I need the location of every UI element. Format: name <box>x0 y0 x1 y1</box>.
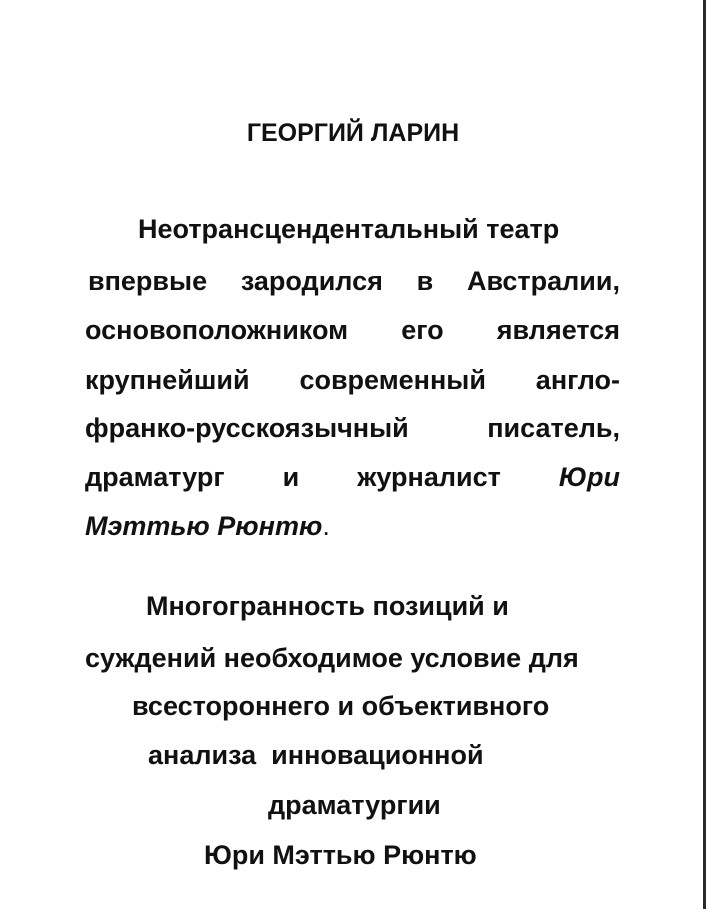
word: франко-русскоязычный <box>85 413 409 443</box>
word: основоположником <box>85 315 349 345</box>
paragraph2-line4: анализа инновационной <box>148 740 484 770</box>
paragraph1-line2 <box>88 265 620 297</box>
word: драматург <box>85 462 225 492</box>
paragraph2-line3: всестороннего и объективного <box>132 691 550 721</box>
word: впервые <box>88 266 208 296</box>
paragraph1-line4 <box>85 364 620 396</box>
paragraph1-line3 <box>85 314 620 346</box>
word: Австралии, <box>466 266 620 296</box>
signature: Юри Мэттью Рюнтю <box>204 840 477 870</box>
author-name-part: Юри <box>558 462 620 492</box>
word: зародился <box>240 266 383 296</box>
paragraph1-line6 <box>85 461 620 493</box>
word: является <box>496 315 620 345</box>
paragraph1-line5 <box>85 412 620 444</box>
word: крупнейший <box>85 365 250 395</box>
word: в <box>416 266 434 296</box>
paragraph2-line5: драматургии <box>268 790 441 820</box>
author-title: ГЕОРГИЙ ЛАРИН <box>246 119 460 147</box>
paragraph1-line7 <box>85 510 330 542</box>
word: и <box>282 462 300 492</box>
word: журналист <box>357 462 501 492</box>
paragraph1-line1: Неотрансцендентальный театр <box>138 214 560 244</box>
word: его <box>401 315 444 345</box>
period: . <box>322 511 330 541</box>
paragraph2-line2: суждений необходимое условие для <box>85 643 579 673</box>
paragraph2-line1: Многогранность позиций и <box>146 591 509 621</box>
word: современный <box>299 365 486 395</box>
author-name-part: Мэттью Рюнтю <box>85 511 323 541</box>
word: англо- <box>535 365 620 395</box>
word: писатель, <box>487 413 620 443</box>
